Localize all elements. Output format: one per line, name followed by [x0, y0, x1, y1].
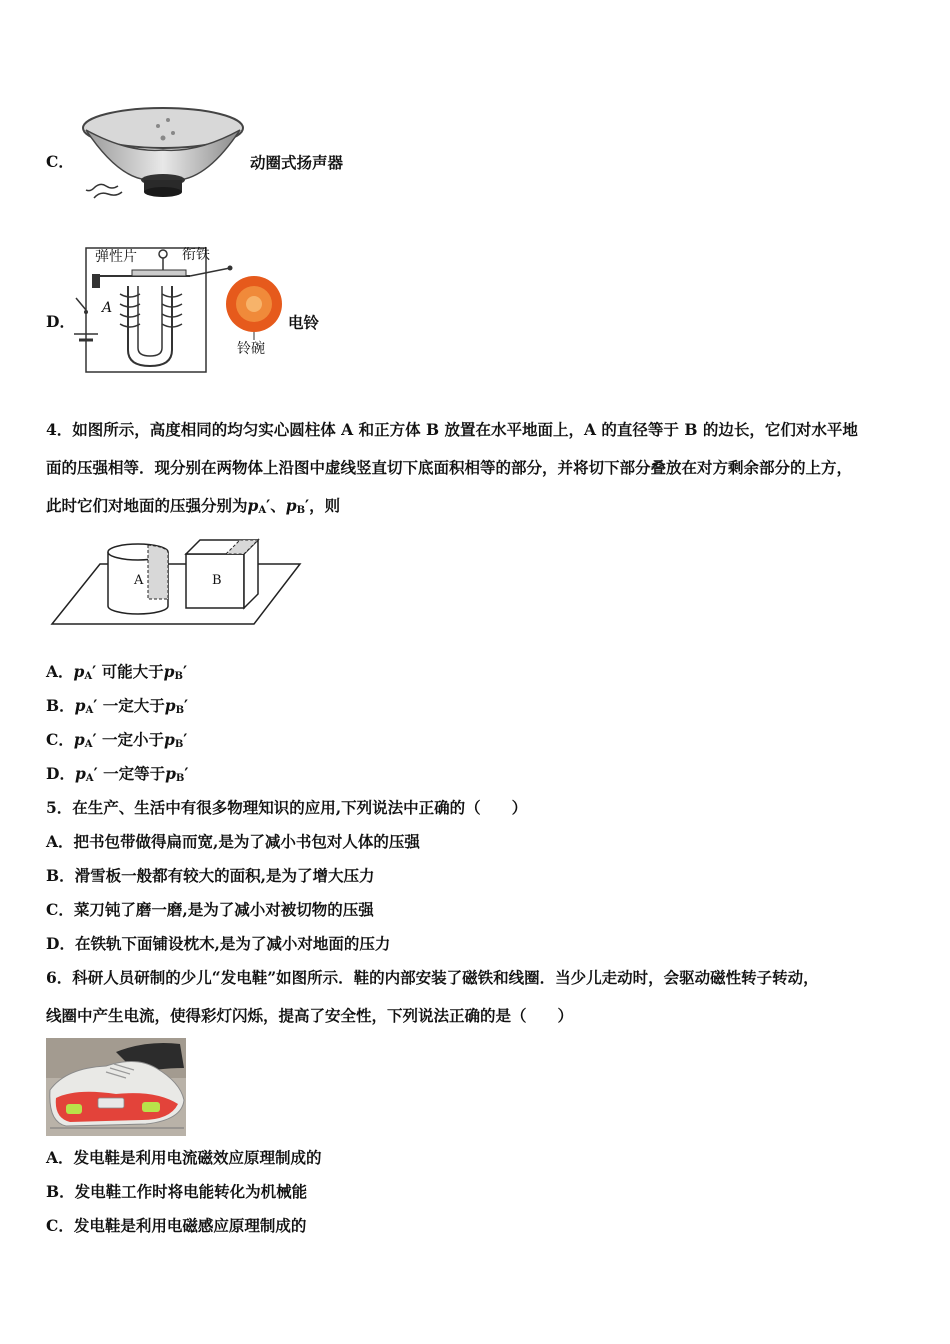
q6-option-a: A．发电鞋是利用电流磁效应原理制成的: [46, 1148, 322, 1167]
power-shoe-photo: [46, 1038, 186, 1136]
q4-stem-line1: 4．如图所示，高度相同的均匀实心圆柱体 A 和正方体 B 放置在水平地面上，A 的直径等于 B 的边长，它们对水平地: [46, 420, 858, 439]
q4-option-d: D．$p_A'$ 一定等于$p_B'$: [46, 764, 189, 784]
q3-option-d-letter: D．: [46, 312, 75, 331]
loudspeaker-label: 动圈式扬声器: [250, 153, 344, 172]
q5-stem: 5．在生产、生活中有很多物理知识的应用,下列说法中正确的（ ）: [46, 798, 528, 817]
q5-option-a: A．把书包带做得扁而宽,是为了减小书包对人体的压强: [46, 832, 420, 851]
q4-option-a: A．$p_A'$ 可能大于$p_B'$: [46, 662, 188, 682]
q6-stem-line2: 线圈中产生电流，使得彩灯闪烁，提高了安全性，下列说法正确的是（ ）: [46, 1006, 574, 1025]
bell-bowl-label: 铃碗: [237, 341, 265, 357]
q6-option-b: B．发电鞋工作时将电能转化为机械能: [46, 1182, 308, 1201]
q4-option-c: C．$p_A'$ 一定小于$p_B'$: [46, 730, 188, 750]
q4-stem-line3: 此时它们对地面的压强分别为$p_A'$、$p_B'$，则: [46, 496, 341, 516]
q4-option-b: B．$p_A'$ 一定大于$p_B'$: [46, 696, 189, 716]
bell-a-label: A: [102, 300, 113, 316]
q5-option-c: C．菜刀钝了磨一磨,是为了减小对被切物的压强: [46, 900, 374, 919]
bell-armature-label: 衔铁: [182, 247, 210, 263]
q5-option-d: D．在铁轨下面铺设枕木,是为了减小对地面的压力: [46, 934, 391, 953]
cylinder-a-label: A: [134, 573, 144, 588]
electric-bell-label: 电铃: [288, 313, 320, 332]
q6-option-c: C．发电鞋是利用电磁感应原理制成的: [46, 1216, 307, 1235]
q3-option-c-letter: C．: [46, 152, 74, 171]
bell-spring-label: 弹性片: [95, 249, 137, 265]
loudspeaker-figure: [78, 98, 248, 208]
q6-stem-line1: 6．科研人员研制的少儿“发电鞋”如图所示．鞋的内部安装了磁铁和线圈．当少儿走动时，会驱动磁性转子转动，: [46, 968, 819, 987]
cylinder-cube-figure: [48, 536, 303, 628]
q5-option-b: B．滑雪板一般都有较大的面积,是为了增大压力: [46, 866, 375, 885]
cube-b-label: B: [212, 573, 222, 588]
q4-stem-line2: 面的压强相等．现分别在两物体上沿图中虚线竖直切下底面积相等的部分，并将切下部分叠放在对方剩余部分的上方，: [46, 458, 853, 477]
